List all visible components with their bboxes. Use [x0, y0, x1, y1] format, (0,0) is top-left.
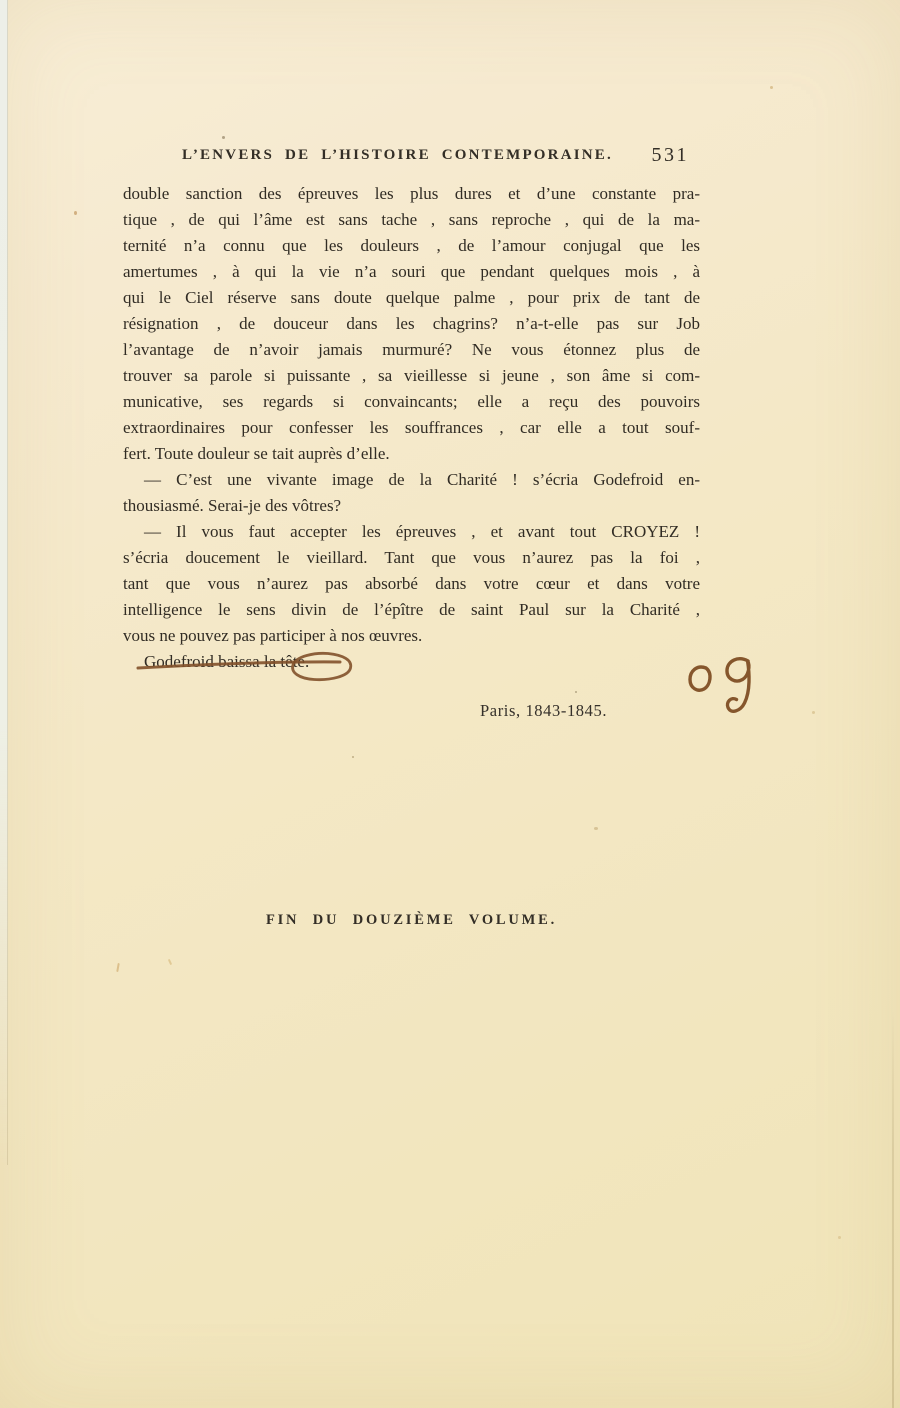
body-line: amertumes , à qui la vie n’a souri que pendant quelques mois , à	[123, 262, 700, 281]
body-line: résignation , de douceur dans les chagrins? n’a-t-elle pas sur Job	[123, 314, 700, 333]
body-line: ternité n’a connu que les douleurs , de l’amour conjugal que les	[123, 236, 700, 255]
body-line: — Il vous faut accepter les épreuves , et avant tout CROYEZ !	[144, 522, 700, 541]
body-line: qui le Ciel réserve sans doute quelque palme , pour prix de tant de	[123, 288, 700, 307]
body-line: double sanction des épreuves les plus dures et d’une constante pra-	[123, 184, 700, 203]
volume-end-colophon: FIN DU DOUZIÈME VOLUME.	[265, 912, 558, 928]
body-line: tant que vous n’aurez pas absorbé dans votre cœur et dans votre	[123, 574, 700, 593]
body-line: thousiasmé. Serai-je des vôtres?	[123, 496, 342, 515]
page-crease	[892, 1010, 894, 1408]
page-header	[123, 144, 700, 177]
body-line: l’avantage de n’avoir jamais murmuré? Ne vous étonnez plus de	[123, 340, 700, 359]
body-line: extraordinaires pour confesser les souffrances , car elle a tout souf-	[123, 418, 700, 437]
body-line struck-line: Godefroid baissa la tête.	[144, 652, 310, 671]
body-line: fert. Toute douleur se tait auprès d’elle.	[123, 444, 390, 463]
body-line: municative, ses regards si convaincants; elle a reçu des pouvoirs	[123, 392, 700, 411]
paper-speck	[838, 1236, 841, 1239]
body-line: intelligence le sens divin de l’épître de saint Paul sur la Charité ,	[123, 600, 700, 619]
paper-speck	[812, 711, 815, 714]
dateline: Paris, 1843-1845.	[480, 701, 608, 720]
body-line: s’écria doucement le vieillard. Tant que vous n’aurez pas la foi ,	[123, 548, 700, 567]
body-line: vous ne pouvez pas participer à nos œuvres.	[123, 626, 423, 645]
body-line: tique , de qui l’âme est sans tache , sans reproche , qui de la ma-	[123, 210, 700, 229]
scanner-edge-strip	[0, 0, 8, 1165]
running-title: L’ENVERS DE L’HISTOIRE CONTEMPORAINE.	[182, 147, 613, 163]
paper-fiber	[116, 963, 120, 972]
paper-speck	[594, 827, 598, 830]
paper-speck	[222, 136, 225, 139]
body-line: trouver sa parole si puissante , sa vieillesse si jeune , son âme si com-	[123, 366, 700, 385]
paper-speck	[770, 86, 773, 89]
page-number: 531	[651, 144, 689, 166]
body-text	[123, 181, 700, 675]
paper-speck	[352, 756, 354, 758]
paper-speck	[575, 691, 577, 693]
paper-fiber	[168, 959, 172, 965]
paper-speck	[74, 211, 77, 215]
body-line: — C’est une vivante image de la Charité ! s’écria Godefroid en-	[144, 470, 700, 489]
handwritten-mark	[727, 659, 749, 711]
